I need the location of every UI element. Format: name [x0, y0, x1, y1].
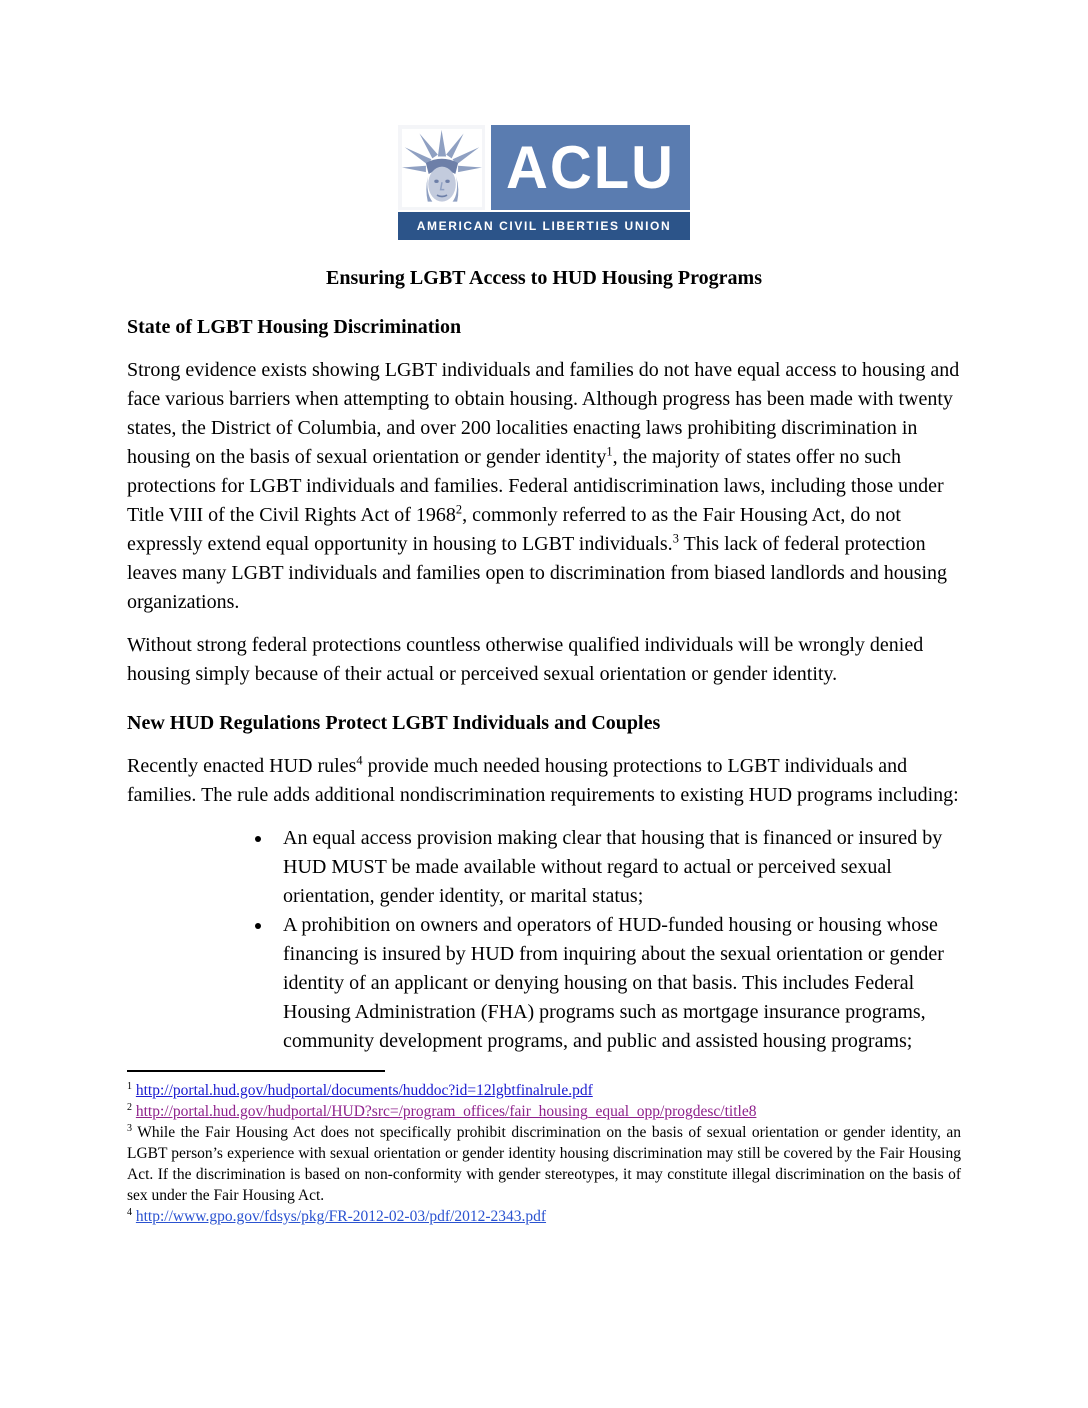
aclu-wordmark: ACLU: [505, 133, 676, 201]
document-title: Ensuring LGBT Access to HUD Housing Programs: [326, 267, 762, 289]
footnote-2-number: 2: [127, 1101, 132, 1113]
aclu-logo: [398, 125, 690, 240]
aclu-logo-top-row: [398, 125, 690, 210]
footnote-1-link[interactable]: http://portal.hud.gov/hudportal/documents/huddoc?id=12lgbtfinalrule.pdf: [135, 1082, 593, 1099]
footnote-separator: [127, 1070, 385, 1072]
footnote-1: [127, 1080, 961, 1101]
bullet-item-prohibition: • A prohibition on owners and operators of HUD-funded housing or housing whose financing is insured by HUD from inquiring about the sexual orientation or gender identity of an applicant or denying housing on that basis. This includes Federal Housing Administration (FHA) programs such as mortgage insurance programs, community development programs, and public and assisted housing programs;: [273, 911, 961, 1056]
aclu-wordmark-box: [491, 125, 690, 210]
footnote-3-text: While the Fair Housing Act does not specifically prohibit discrimination on the basis of sexual orientation or gender identity, an LGBT person’s experience with sexual orientation or gender identity housing discrimination may still be covered by the Fair Housing Act. If the discrimination is based on non-conformity with gender stereotypes, it may constitute illegal discrimination on the basis of sex under the Fair Housing Act.: [127, 1124, 961, 1204]
aclu-full-name: AMERICAN CIVIL LIBERTIES UNION: [398, 212, 690, 240]
footnote-3: [127, 1122, 961, 1206]
paragraph-hud-rules: Recently enacted HUD rules$^4$ provide much needed housing protections to LGBT individuals and families. The rule adds additional nondiscrimination requirements to existing HUD programs including:: [127, 753, 959, 806]
paragraph-federal-protections: Without strong federal protections countless otherwise qualified individuals will be wrongly denied housing simply because of their actual or perceived sexual orientation or gender identity.: [127, 634, 924, 685]
paragraph-state-overview: Strong evidence exists showing LGBT individuals and families do not have equal access to housing and face various barriers when attempting to obtain housing. Although progress has been made with twenty states, the District of Columbia, and over 200 localities enacting laws prohibiting discrimination in housing on the basis of sexual orientation or gender identity$^1$, the majority of states offer no such protections for LGBT individuals and families. Federal antidiscrimination laws, including those under Title VIII of the Civil Rights Act of 1968$^2$, commonly referred to as the Fair Housing Act, do not expressly extend equal opportunity in housing to LGBT individuals.$^3$ This lack of federal protection leaves many LGBT individuals and families open to discrimination from biased landlords and housing organizations.: [127, 359, 960, 613]
footnote-2: [127, 1101, 961, 1122]
footnote-3-number: 3: [127, 1122, 132, 1134]
footnotes: [127, 1070, 961, 1227]
bullet-list: [127, 824, 961, 1056]
footnote-2-link[interactable]: http://portal.hud.gov/hudportal/HUD?src=/program_offices/fair_housing_equal_opp/progdesc/title8: [135, 1103, 757, 1120]
statue-of-liberty-icon: [398, 125, 485, 210]
footnote-1-number: 1: [127, 1080, 132, 1092]
heading-new-hud-regulations: New HUD Regulations Protect LGBT Individuals and Couples: [127, 712, 661, 734]
footnote-4: [127, 1206, 961, 1227]
footnote-4-link[interactable]: http://www.gpo.gov/fdsys/pkg/FR-2012-02-03/pdf/2012-2343.pdf: [135, 1208, 547, 1225]
heading-state-of-lgbt-housing-discrimination: State of LGBT Housing Discrimination: [127, 316, 462, 338]
bullet-item-equal-access: • An equal access provision making clear that housing that is financed or insured by HUD MUST be made available without regard to actual or perceived sexual orientation, gender identity, or marital status;: [273, 824, 961, 911]
footnote-4-number: 4: [127, 1206, 132, 1218]
